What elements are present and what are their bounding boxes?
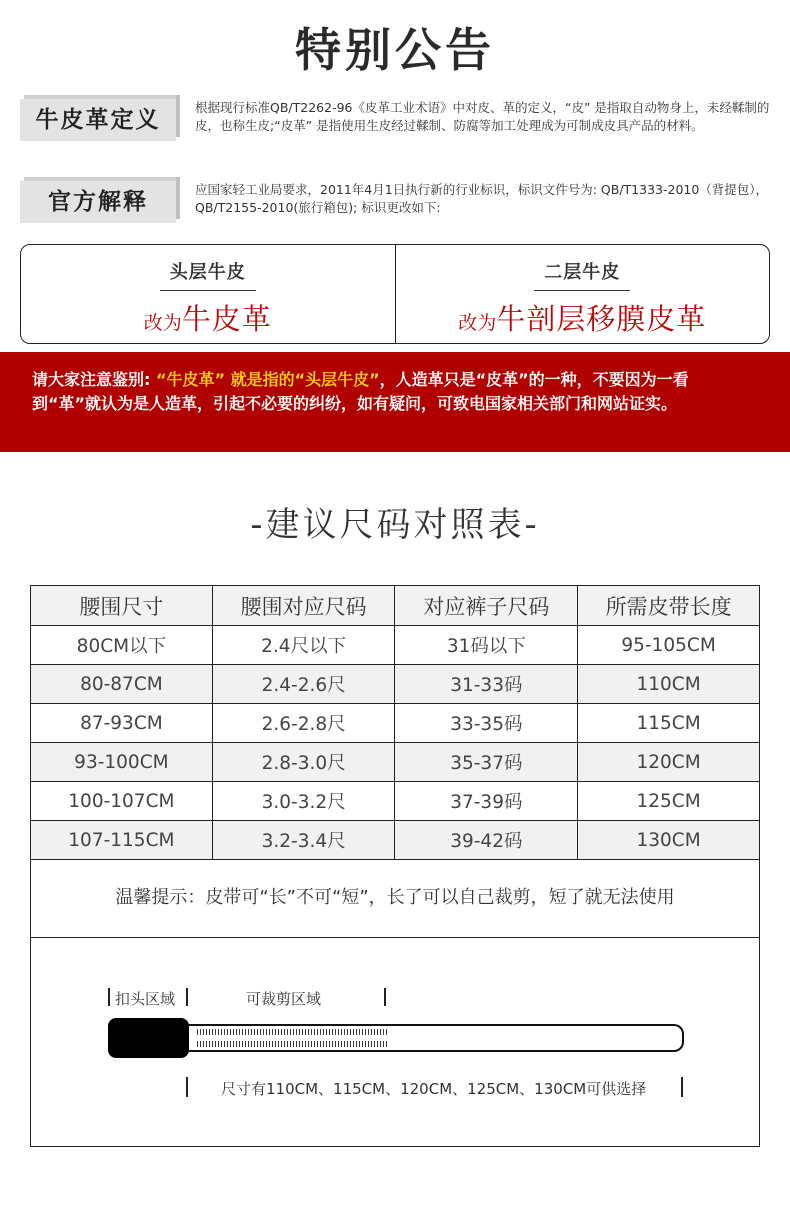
table-row bbox=[31, 743, 760, 782]
table-cell: 115CM bbox=[578, 704, 760, 743]
notice-text: 请大家注意鉴别: bbox=[32, 370, 156, 389]
table-cell: 2.4-2.6尺 bbox=[212, 665, 395, 704]
size-table bbox=[30, 585, 760, 860]
column-header: 腰围对应尺码 bbox=[212, 586, 395, 626]
table-row bbox=[31, 626, 760, 665]
table-row bbox=[31, 782, 760, 821]
table-cell: 33-35码 bbox=[395, 704, 578, 743]
comparison-top-grain bbox=[21, 245, 395, 343]
definition-label: 官方解释 bbox=[20, 181, 176, 223]
column-header: 所需皮带长度 bbox=[578, 586, 760, 626]
column-header: 对应裤子尺码 bbox=[395, 586, 578, 626]
table-cell: 125CM bbox=[578, 782, 760, 821]
comparison-prefix: 改为 bbox=[143, 312, 182, 334]
size-chart-title: -建议尺码对照表- bbox=[250, 505, 540, 545]
belt-buckle bbox=[108, 1018, 189, 1058]
page-title: 特别公告 bbox=[295, 23, 495, 77]
table-cell: 100-107CM bbox=[31, 782, 213, 821]
tip-text: 温馨提示：皮带可“长”不可“短”，长了可以自己裁剪，短了就无法使用 bbox=[30, 858, 760, 938]
notice-banner bbox=[0, 352, 790, 452]
comparison-prefix: 改为 bbox=[458, 312, 497, 334]
comparison-body bbox=[396, 297, 770, 338]
table-cell: 107-115CM bbox=[31, 821, 213, 860]
cut-zone-label: 可裁剪区域 bbox=[246, 990, 322, 1008]
table-row bbox=[31, 665, 760, 704]
table-cell: 80-87CM bbox=[31, 665, 213, 704]
table-cell: 37-39码 bbox=[395, 782, 578, 821]
table-cell: 95-105CM bbox=[578, 626, 760, 665]
table-cell: 3.2-3.4尺 bbox=[212, 821, 395, 860]
comparison-head: 头层牛皮 bbox=[160, 258, 256, 291]
belt-diagram bbox=[30, 937, 760, 1147]
comparison-split-grain bbox=[395, 245, 770, 343]
table-cell: 35-37码 bbox=[395, 743, 578, 782]
buckle-zone-label: 扣头区域 bbox=[115, 990, 176, 1008]
table-cell: 80CM以下 bbox=[31, 626, 213, 665]
table-cell: 39-42码 bbox=[395, 821, 578, 860]
comparison-head: 二层牛皮 bbox=[534, 258, 630, 291]
comparison-body bbox=[21, 297, 395, 338]
table-cell: 120CM bbox=[578, 743, 760, 782]
table-header-row bbox=[31, 586, 760, 626]
cut-zone-end-tick bbox=[384, 988, 386, 1006]
table-cell: 110CM bbox=[578, 665, 760, 704]
table-row bbox=[31, 821, 760, 860]
label-comparison-box bbox=[20, 244, 770, 344]
notice-text-rest: ，人造革只是“皮革”的一种，不要因为一看到“革”就认为是人造革，引起不必要的纠纷，如有疑问，可致电国家相关部门和网站证实。 bbox=[32, 370, 689, 413]
table-cell: 2.8-3.0尺 bbox=[212, 743, 395, 782]
size-range-start-tick bbox=[186, 1077, 188, 1097]
belt-holes-gap bbox=[197, 1035, 387, 1041]
table-cell: 3.0-3.2尺 bbox=[212, 782, 395, 821]
buckle-zone-start-tick bbox=[108, 988, 110, 1006]
size-options-note: 尺寸有110CM、115CM、120CM、125CM、130CM可供选择 bbox=[221, 1080, 647, 1098]
definition-text: 根据现行标准QB/T2262-96《皮革工业术语》中对皮、革的定义，“皮” 是指取自动物身上，未经鞣制的皮，也称生皮;“皮革” 是指使用生皮经过鞣制、防腐等加工处理成为可制成皮具产品的材料。 bbox=[195, 100, 770, 133]
table-cell: 87-93CM bbox=[31, 704, 213, 743]
table-row bbox=[31, 704, 760, 743]
table-cell: 2.4尺以下 bbox=[212, 626, 395, 665]
table-cell: 31码以下 bbox=[395, 626, 578, 665]
cut-zone-start-tick bbox=[186, 988, 188, 1006]
comparison-new-name: 牛皮革 bbox=[181, 302, 272, 336]
table-cell: 93-100CM bbox=[31, 743, 213, 782]
table-cell: 31-33码 bbox=[395, 665, 578, 704]
column-header: 腰围尺寸 bbox=[31, 586, 213, 626]
size-range-end-tick bbox=[681, 1077, 683, 1097]
comparison-new-name: 牛剖层移膜皮革 bbox=[496, 302, 707, 336]
definition-text: 应国家轻工业局要求，2011年4月1日执行新的行业标识，标识文件号为: QB/T1333-2010（背提包），QB/T2155-2010(旅行箱包); 标识更改如下: bbox=[195, 182, 769, 215]
notice-highlight: “牛皮革” 就是指的“头层牛皮” bbox=[155, 370, 380, 389]
definition-label: 牛皮革定义 bbox=[20, 99, 176, 141]
table-cell: 2.6-2.8尺 bbox=[212, 704, 395, 743]
table-cell: 130CM bbox=[578, 821, 760, 860]
